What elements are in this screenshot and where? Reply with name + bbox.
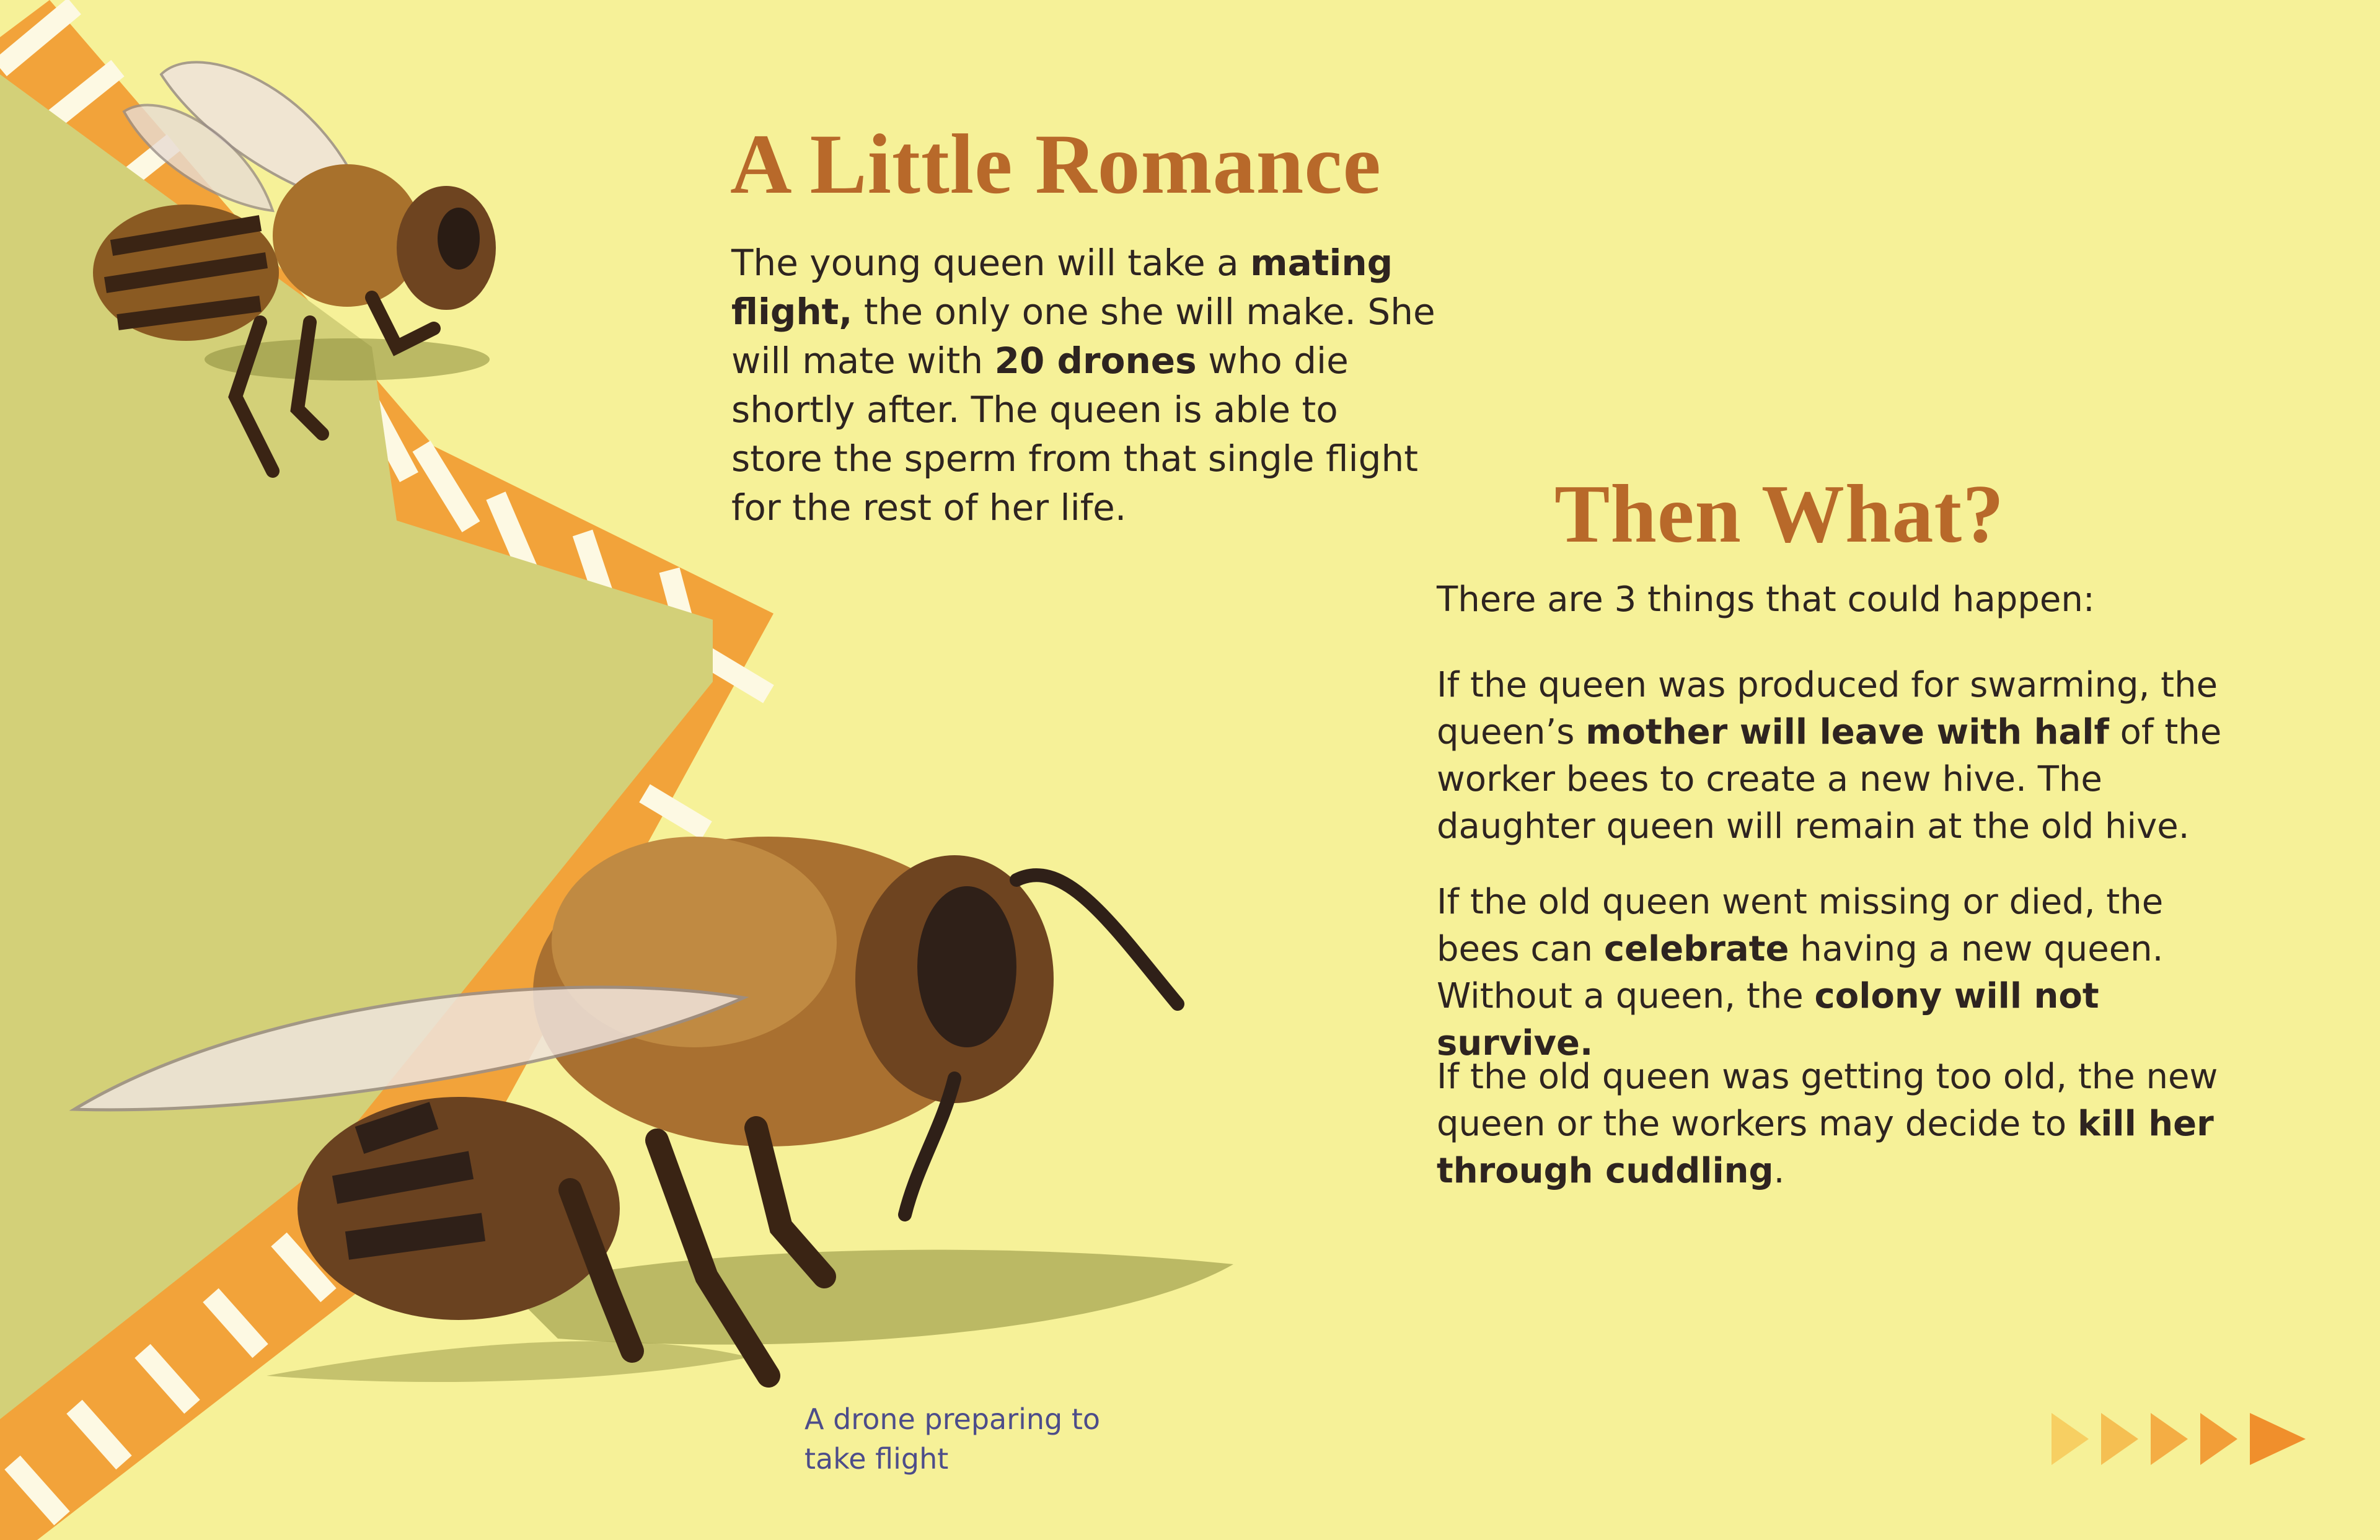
next-page-arrows-icon bbox=[2052, 1413, 2306, 1465]
missing-queen-paragraph: If the old queen went missing or died, the bees can celebrate having a new queen. Without a queen, the colony will not survive. bbox=[1437, 882, 2164, 1063]
romance-title: A Little Romance bbox=[730, 117, 1382, 211]
swarming-paragraph: If the queen was produced for swarming, the queen’s mother will leave with half of the worker bees to create a new hive. The daughter queen will remain at the old hive. bbox=[1437, 665, 2222, 847]
romance-paragraph: The young queen will take a mating flight, the only one she will make. She will mate with 20 drones who die shortly after. The queen is able to store the sperm from that single flight for the rest of her life. bbox=[731, 242, 1435, 529]
then-what-intro: There are 3 things that could happen: bbox=[1437, 579, 2095, 620]
then-what-title: Then What? bbox=[1554, 468, 2005, 560]
drone-caption: A drone preparing to take flight bbox=[804, 1402, 1101, 1476]
old-queen-paragraph: If the old queen was getting too old, the new queen or the workers may decide to kill her through cuddling. bbox=[1437, 1057, 2218, 1191]
